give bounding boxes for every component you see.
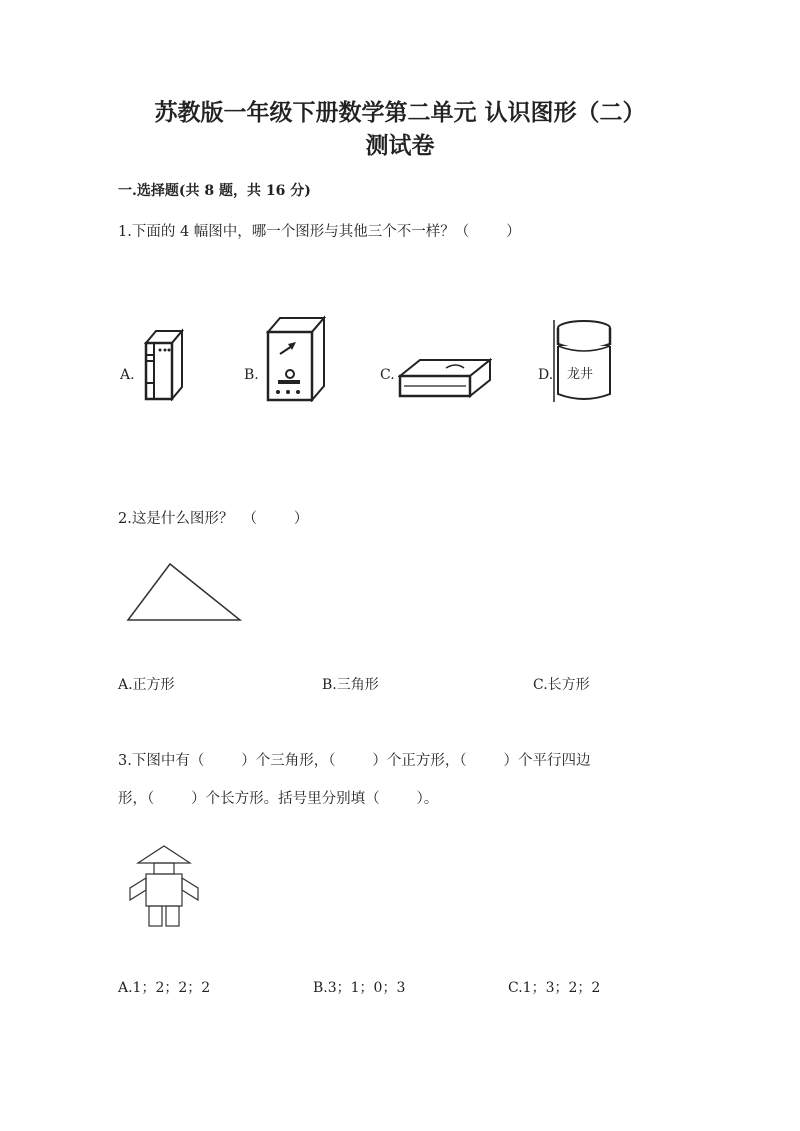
question-3-stem-line-2: 形，（ ）个长方形。括号里分别填（ ）。 — [118, 791, 439, 807]
question-2-option-b[interactable]: B.三角形 — [322, 677, 379, 693]
question-1-stem: 1.下面的 4 幅图中，哪一个图形与其他三个不一样？（ ） — [118, 224, 521, 240]
flat-box-image — [398, 356, 492, 398]
question-2-option-a[interactable]: A.正方形 — [118, 677, 175, 693]
question-1-label-b: B. — [244, 367, 259, 383]
jar-image — [550, 318, 614, 404]
question-3-option-a[interactable]: A.1；2；2；2 — [118, 980, 211, 996]
triangle-figure — [124, 558, 246, 626]
page-title-line-2: 测试卷 — [365, 132, 435, 159]
section-heading: 一.选择题(共 8 题，共 16 分) — [118, 183, 311, 199]
question-2-option-c[interactable]: C.长方形 — [533, 677, 590, 693]
question-1-label-a: A. — [120, 367, 135, 383]
question-1-label-c: C. — [380, 367, 395, 383]
book-image — [140, 325, 188, 401]
question-3-stem-line-1: 3.下图中有（ ）个三角形，（ ）个正方形，（ ）个平行四边 — [118, 753, 591, 769]
question-3-option-b[interactable]: B.3；1；0；3 — [313, 980, 406, 996]
jar-label-text: 龙井 — [567, 367, 594, 382]
question-1-label-d: D. — [538, 367, 554, 383]
robot-figure — [124, 842, 204, 930]
box-image — [264, 314, 328, 402]
page-title-line-1: 苏教版一年级下册数学第二单元 认识图形（二） — [154, 99, 646, 126]
question-3-option-c[interactable]: C.1；3；2；2 — [508, 980, 601, 996]
question-2-stem: 2.这是什么图形？ （ ） — [118, 511, 309, 527]
